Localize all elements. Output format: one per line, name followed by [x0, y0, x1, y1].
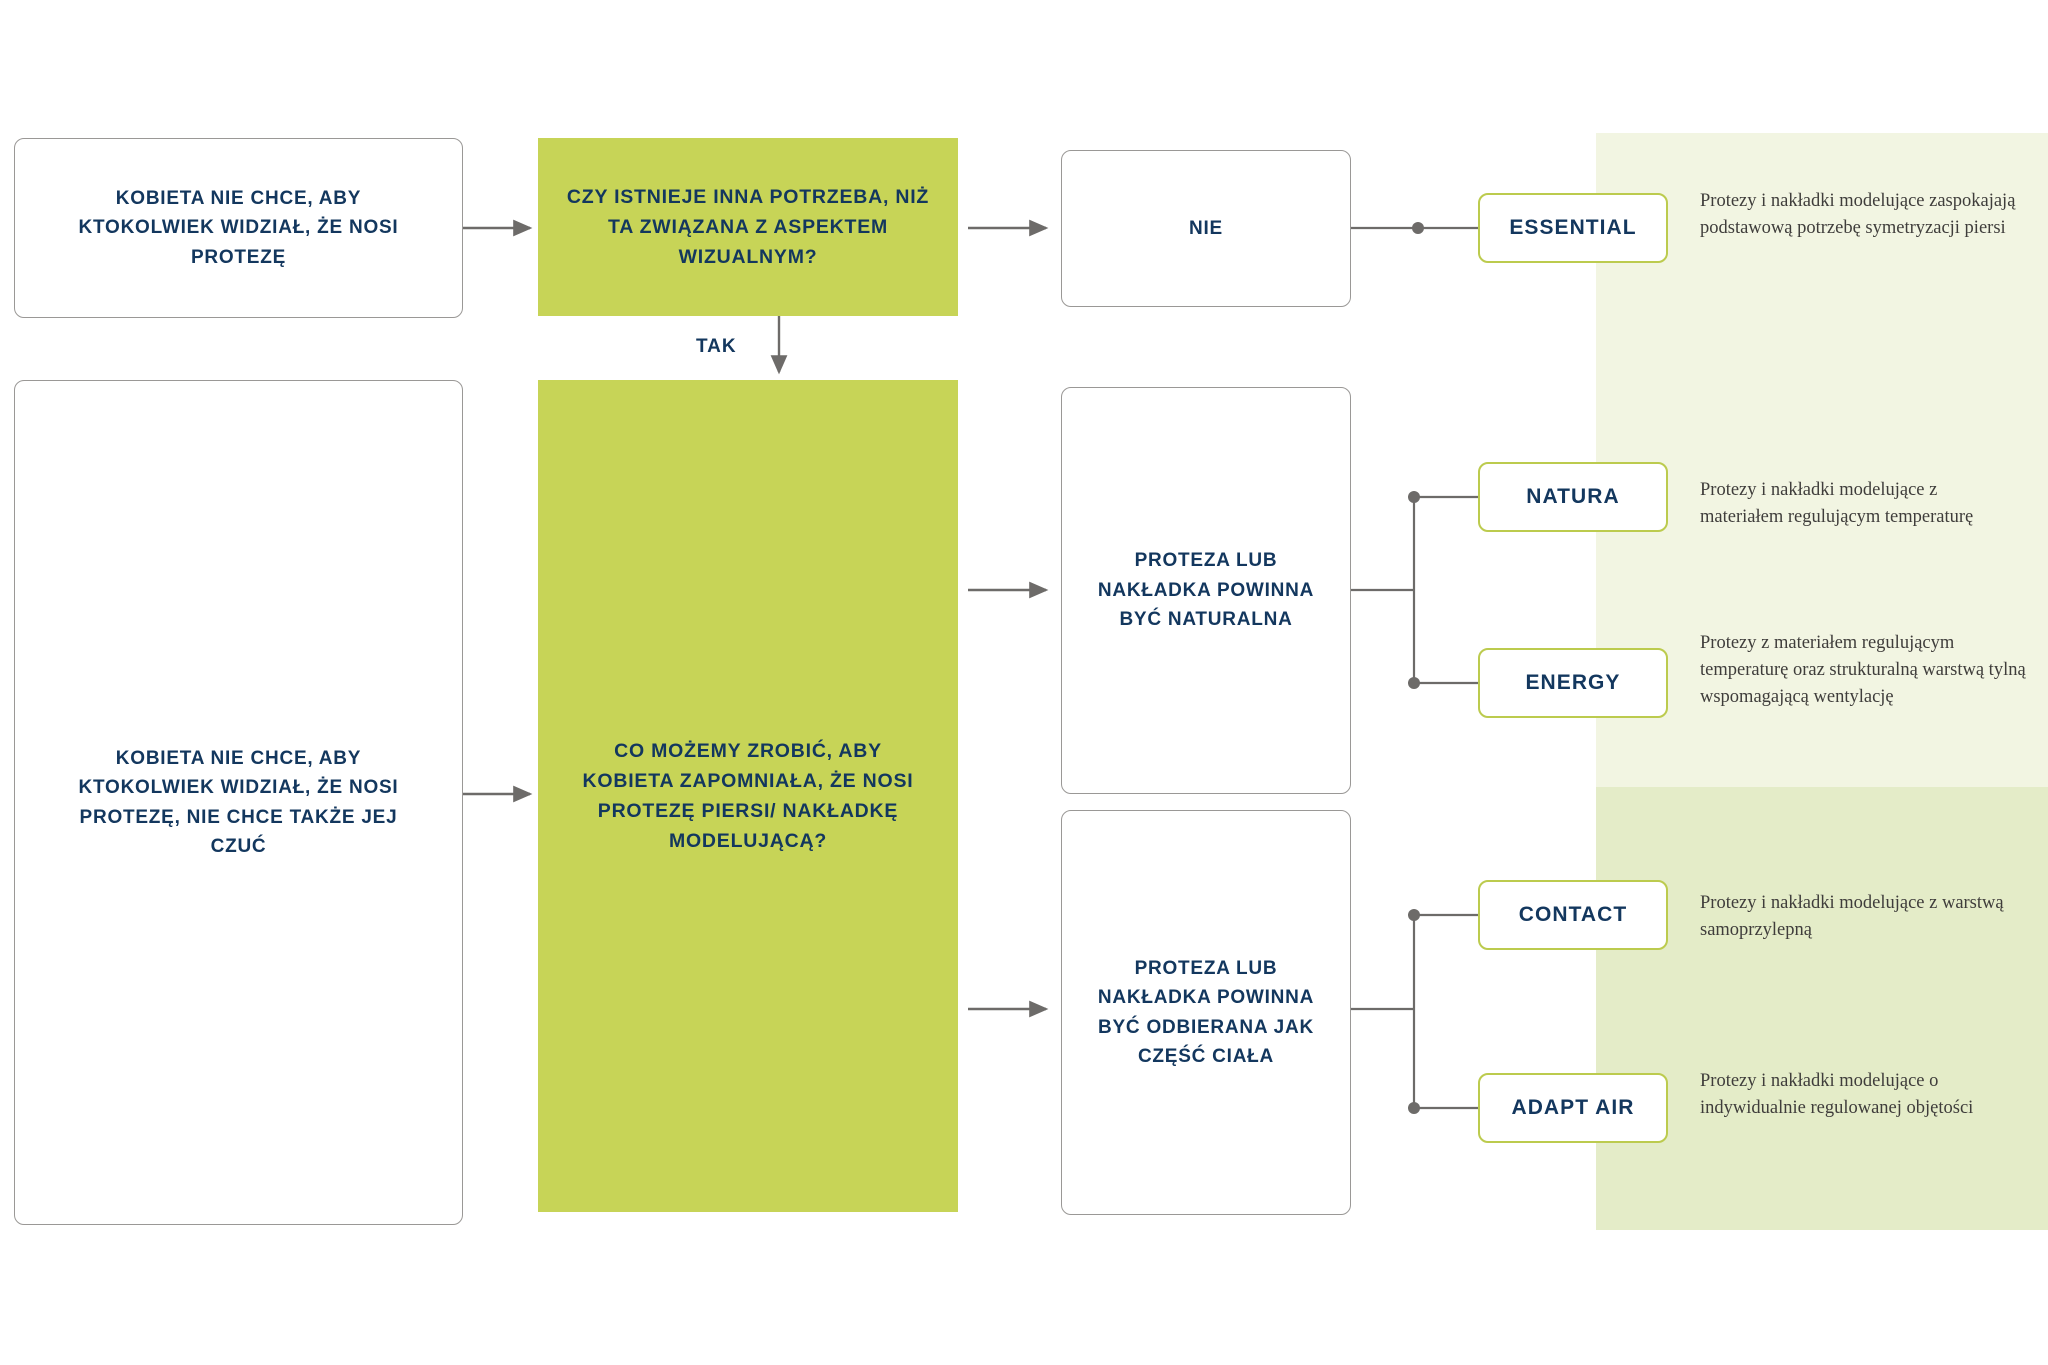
node-need-visual — [14, 138, 463, 318]
product-pill-contact-label: CONTACT — [1518, 903, 1628, 926]
product-pill-essential-label: ESSENTIAL — [1509, 216, 1637, 239]
node-should-be-natural-label: PROTEZA LUB NAKŁADKA POWINNA BYĆ NATURALNA — [1097, 550, 1315, 631]
edge-label-yes: TAK — [696, 336, 737, 357]
product-pill-essential — [1478, 193, 1668, 263]
product-pill-contact — [1478, 880, 1668, 950]
node-should-feel-like-body-label: PROTEZA LUB NAKŁADKA POWINNA BYĆ ODBIERANA JAK CZĘŚĆ CIAŁA — [1097, 957, 1315, 1067]
node-answer-no — [1061, 150, 1351, 307]
node-need-feel — [14, 380, 463, 1225]
node-answer-no-label: NIE — [1189, 217, 1223, 239]
node-need-visual-label: KOBIETA NIE CHCE, ABY KTOKOLWIEK WIDZIAŁ, ŻE NOSI PROTEZĘ — [78, 187, 399, 268]
product-pill-natura-label: NATURA — [1526, 485, 1620, 508]
product-pill-natura — [1478, 462, 1668, 532]
product-description-energy: Protezy z materiałem regulującym temperaturę oraz strukturalną warstwą tylną wspomagającą wentylację — [1700, 633, 2026, 707]
product-pill-energy — [1478, 648, 1668, 718]
node-question-other-need — [538, 138, 958, 316]
product-description-adapt-air: Protezy i nakładki modelujące o indywidualnie regulowanej objętości — [1700, 1071, 1974, 1118]
product-pill-adapt-air — [1478, 1073, 1668, 1143]
product-description-essential: Protezy i nakładki modelujące zaspokajają podstawową potrzebę symetryzacji piersi — [1700, 191, 2016, 238]
background-tint-lower — [1596, 787, 2048, 1230]
product-pill-adapt-air-label: ADAPT AIR — [1511, 1096, 1635, 1119]
node-question-forget-label: CO MOŻEMY ZROBIĆ, ABY KOBIETA ZAPOMNIAŁA, ŻE NOSI PROTEZĘ PIERSI/ NAKŁADKĘ MODELUJĄCĄ? — [582, 739, 914, 853]
node-should-feel-like-body — [1061, 810, 1351, 1215]
node-should-be-natural — [1061, 387, 1351, 794]
product-description-natura: Protezy i nakładki modelujące z materiałem regulującym temperaturę — [1700, 480, 1974, 527]
product-pill-energy-label: ENERGY — [1525, 671, 1621, 694]
product-description-contact: Protezy i nakładki modelujące z warstwą samoprzylepną — [1700, 893, 2004, 940]
node-need-feel-label: KOBIETA NIE CHCE, ABY KTOKOLWIEK WIDZIAŁ, ŻE NOSI PROTEZĘ, NIE CHCE TAKŻE JEJ CZUĆ — [78, 747, 399, 857]
node-question-other-need-label: CZY ISTNIEJE INNA POTRZEBA, NIŻ TA ZWIĄZANA Z ASPEKTEM WIZUALNYM? — [566, 185, 930, 269]
node-question-forget — [538, 380, 958, 1212]
